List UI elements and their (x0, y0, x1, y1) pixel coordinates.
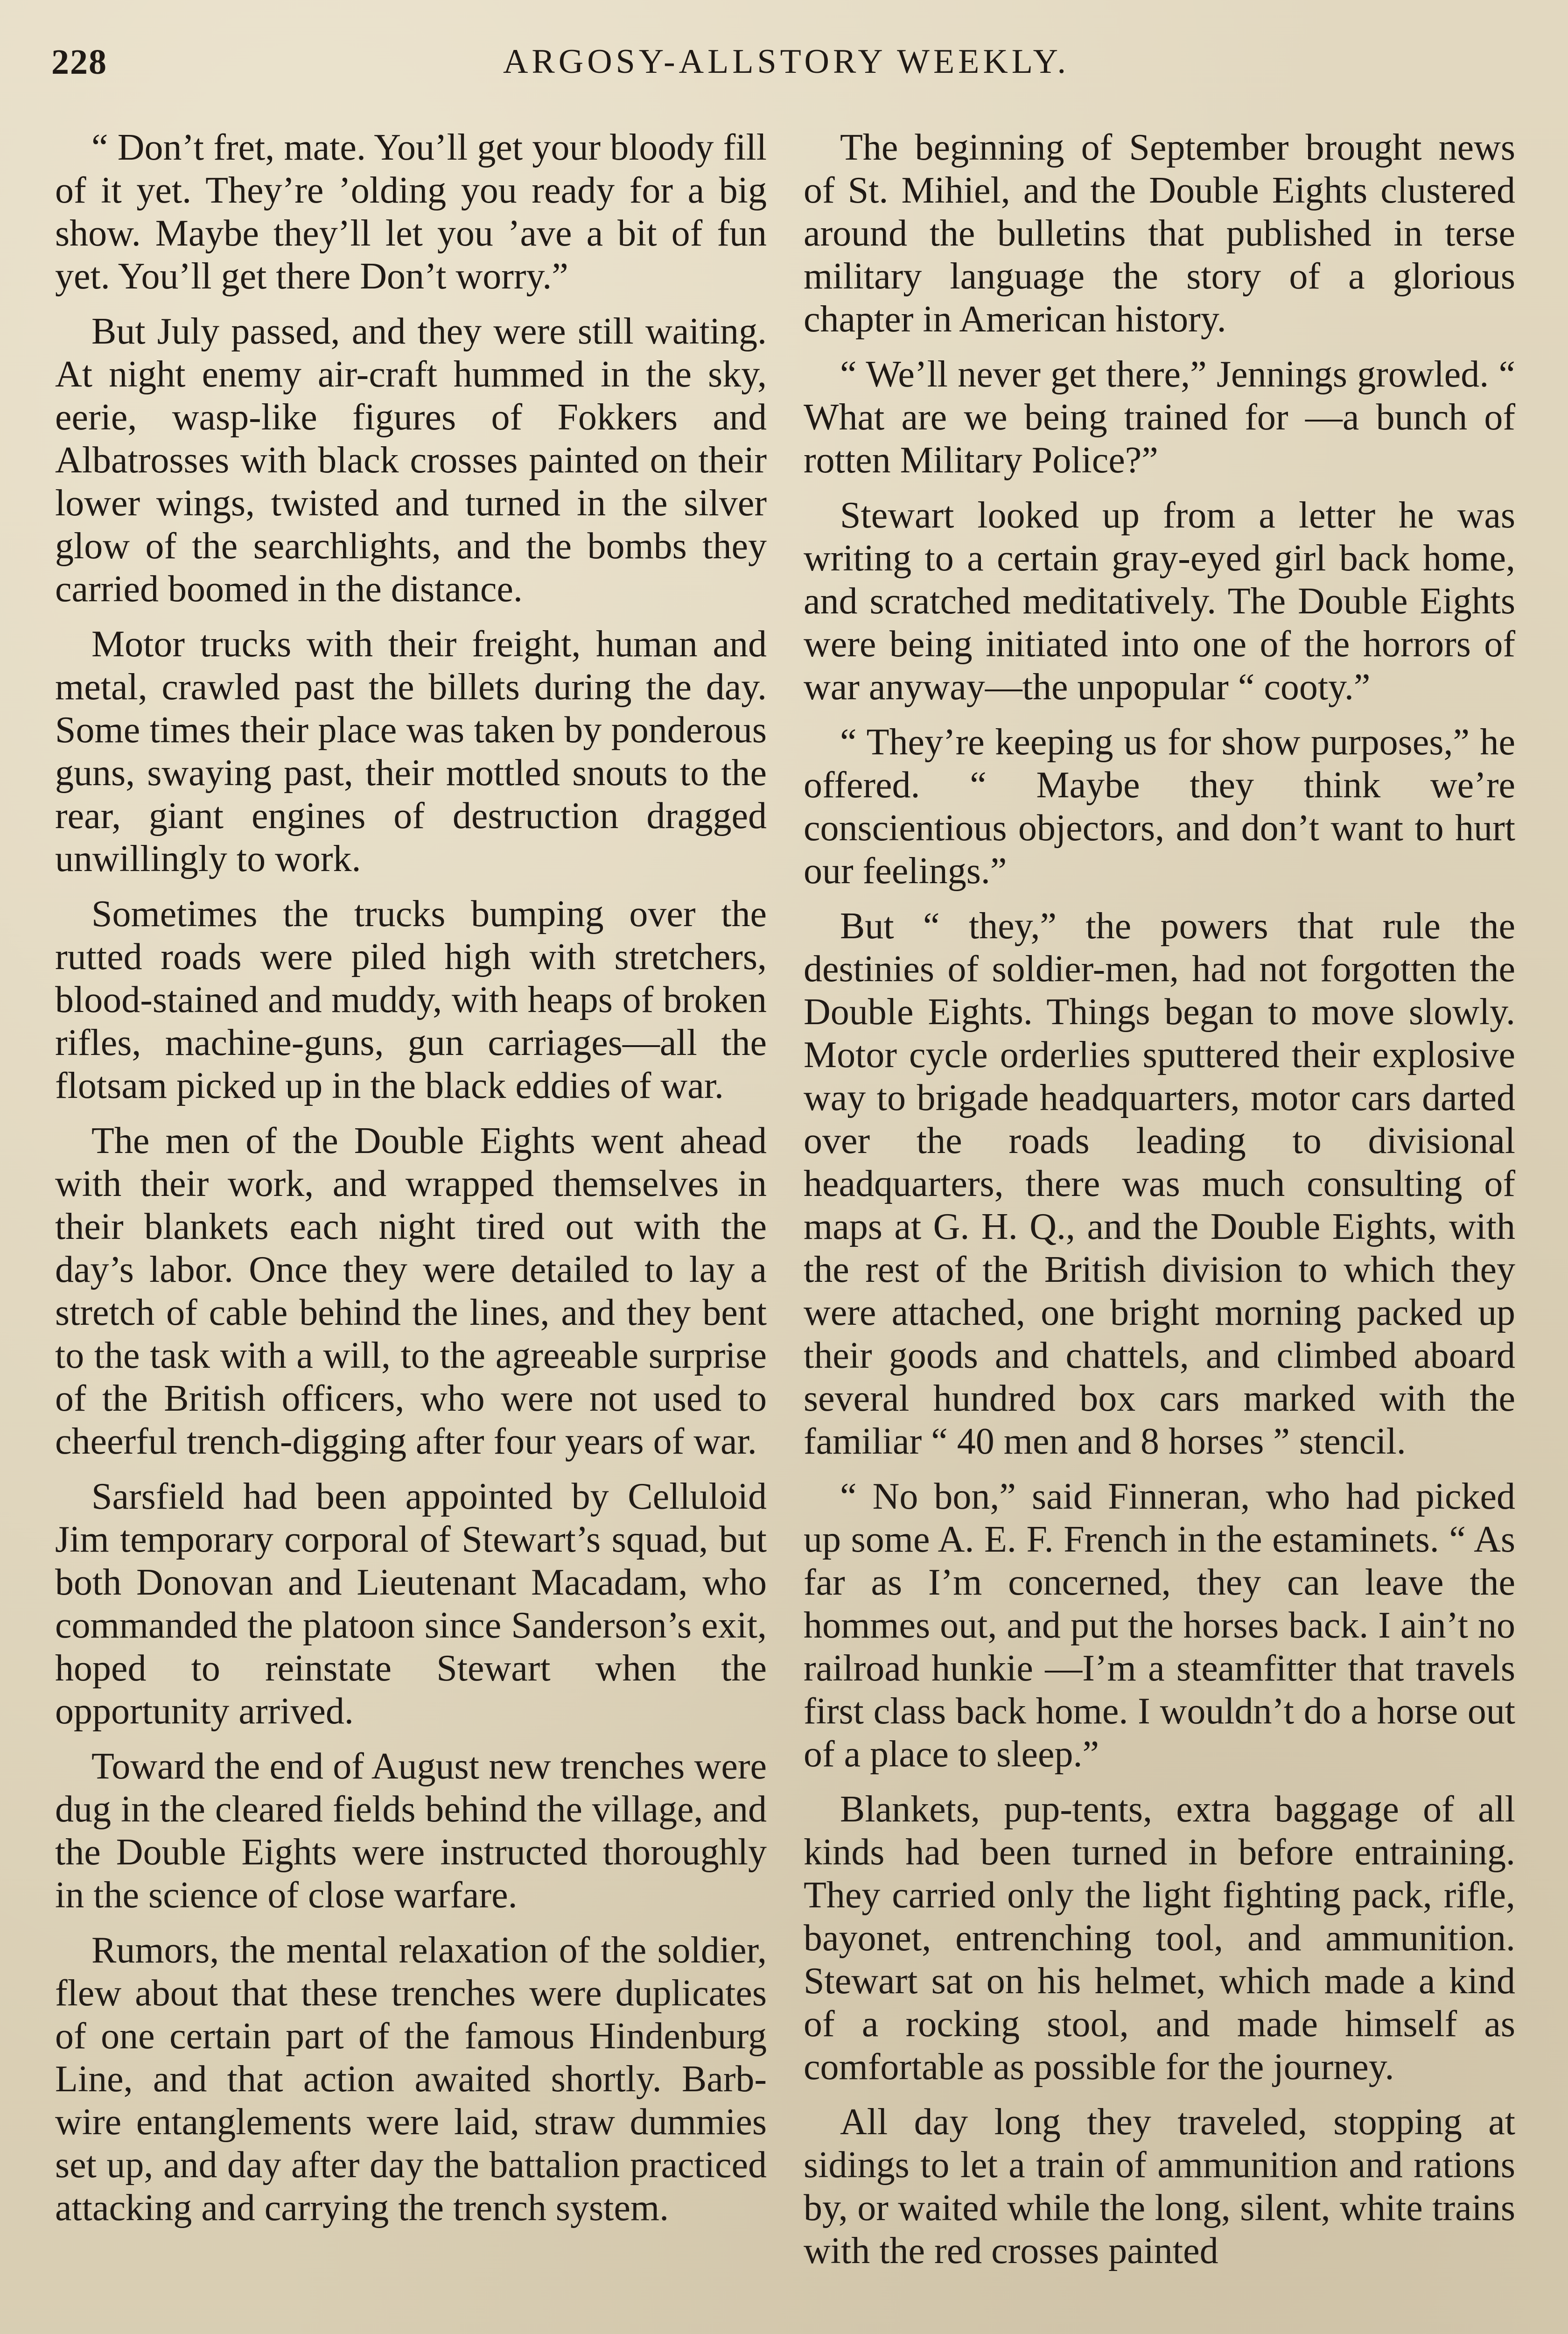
paragraph: “ Don’t fret, mate. You’ll get your bloody fill of it yet. They’re ’olding you ready for a big show. Maybe they’ll let you ’ave a bit of fun yet. You’ll get there Don’t worry.” (55, 127, 767, 297)
paragraph: But “ they,” the powers that rule the destinies of soldier-men, had not forgotten the Double Eights. Things began to move slowly. Motor cycle orderlies sputtered their explosive way to brigade headquarters, motor cars darted over the roads leading to divisional headquarters, there was much consulting of maps at G. H. Q., and the Double Eights, with the rest of the British division to which they were attached, one bright morning packed up their goods and chattels, and climbed aboard several hundred box cars marked with the familiar “ 40 men and 8 horses ” stencil. (804, 906, 1515, 1462)
paragraph: Blankets, pup-tents, extra baggage of all kinds had been turned in before entraining. They carried only the light fighting pack, rifle, bayonet, entrenching tool, and ammunition. Stewart sat on his helmet, which made a kind of a rocking stool, and made himself as comfortable as possible for the journey. (804, 1789, 1515, 2088)
paragraph: The beginning of September brought news of St. Mihiel, and the Double Eights clustered around the bulletins that published in terse military language the story of a glorious chapter in American history. (804, 127, 1515, 340)
paragraph: Sarsfield had been appointed by Celluloid Jim temporary corporal of Stewart’s squad, but both Donovan and Lieutenant Macadam, who commanded the platoon since Sanderson’s exit, hoped to reinstate Stewart when the opportunity arrived. (55, 1476, 767, 1732)
paragraph: “ No bon,” said Finneran, who had picked up some A. E. F. French in the estaminets. “ As far as I’m concerned, they can leave the hommes out, and put the horses back. I ain’t no railroad hunkie —I’m a steamfitter that travels first class back home. I wouldn’t do a horse out of a place to sleep.” (804, 1476, 1515, 1775)
paragraph: “ We’ll never get there,” Jennings growled. “ What are we being trained for —a bunch of rotten Military Police?” (804, 354, 1515, 481)
paragraph: The men of the Double Eights went ahead with their work, and wrapped themselves in their blankets each night tired out with the day’s labor. Once they were detailed to lay a stretch of cable behind the lines, and they bent to the task with a will, to the agreeable surprise of the British officers, who were not used to cheerful trench-digging after four years of war. (55, 1120, 767, 1462)
left-column (55, 126, 767, 2334)
paragraph: All day long they traveled, stopping at sidings to let a train of ammunition and rations by, or waited while the long, silent, white trains with the red crosses painted (804, 2102, 1515, 2271)
paragraph: Rumors, the mental relaxation of the soldier, flew about that these trenches were duplicates of one certain part of the famous Hindenburg Line, and that action awaited shortly. Barb-wire entanglements were laid, straw dummies set up, and day after day the battalion practiced attacking and carrying the trench system. (55, 1930, 767, 2229)
paragraph: Motor trucks with their freight, human and metal, crawled past the billets during the day. Some times their place was taken by ponderous guns, swaying past, their mottled snouts to the rear, giant engines of destruction dragged unwillingly to work. (55, 624, 767, 879)
paragraph: “ They’re keeping us for show purposes,” he offered. “ Maybe they think we’re conscientious objectors, and don’t want to hurt our feelings.” (804, 722, 1515, 892)
running-head: ARGOSY-ALLSTORY WEEKLY. (503, 42, 1070, 81)
page-number: 228 (51, 42, 107, 82)
right-column (804, 126, 1515, 2334)
paragraph: Sometimes the trucks bumping over the rutted roads were piled high with stretchers, blood-stained and muddy, with heaps of broken rifles, machine-guns, gun carriages—all the flotsam picked up in the black eddies of war. (55, 893, 767, 1106)
paragraph: Toward the end of August new trenches were dug in the cleared fields behind the village, and the Double Eights were instructed thoroughly in the science of close warfare. (55, 1746, 767, 1916)
page-header (51, 42, 1521, 93)
paragraph: Stewart looked up from a letter he was writing to a certain gray-eyed girl back home, and scratched meditatively. The Double Eights were being initiated into one of the horrors of war anyway—the unpopular “ cooty.” (804, 495, 1515, 708)
paragraph: But July passed, and they were still waiting. At night enemy air-craft hummed in the sky, eerie, wasp-like figures of Fokkers and Albatrosses with black crosses painted on their lower wings, twisted and turned in the silver glow of the searchlights, and the bombs they carried boomed in the distance. (55, 311, 767, 610)
